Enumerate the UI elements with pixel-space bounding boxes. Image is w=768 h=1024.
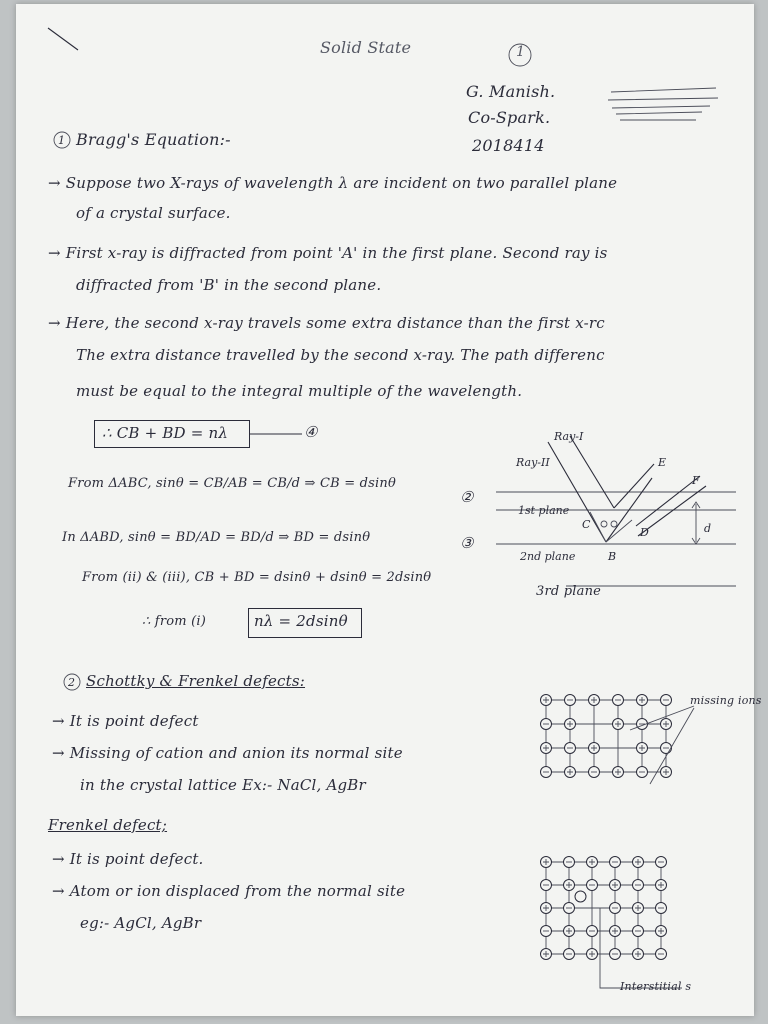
equation-3-ref: ③ [460, 534, 474, 552]
plane-2-label: 2nd plane [520, 550, 576, 563]
spacing-arrow [692, 502, 700, 544]
notebook-page [16, 4, 762, 1016]
plane-1-label: 1st plane [518, 504, 570, 517]
ray-1-incident [570, 436, 614, 508]
interstitial-ion [575, 891, 586, 902]
corner-mark [46, 24, 86, 54]
equation-1: ∴ CB + BD = nλ [102, 424, 229, 442]
schottky-line-3: in the crystal lattice Ex:- NaCl, AgBr [80, 776, 366, 794]
frenkel-line-3: eg:- AgCl, AgBr [80, 914, 202, 932]
equation-1-arrow-line [250, 432, 310, 436]
bragg-line-2: of a crystal surface. [76, 204, 231, 222]
plane-3-label: 3rd plane [536, 584, 602, 599]
equation-2-ref: ② [460, 488, 474, 506]
scribble-mark [606, 82, 726, 132]
equation-3: In ΔABD, sinθ = BD/AD = BD/d ⇒ BD = dsinθ [62, 530, 371, 545]
ray-1-reflected [614, 464, 654, 508]
page-title: Solid State [320, 38, 412, 57]
page-number: 1 [516, 44, 526, 60]
defects-heading: Schottky & Frenkel defects: [86, 672, 306, 690]
point-c-label: C [582, 518, 591, 531]
frenkel-line-2: → Atom or ion displaced from the normal site [52, 882, 406, 900]
frenkel-heading: Frenkel defect; [48, 816, 168, 834]
bragg-heading: Bragg's Equation:- [76, 130, 231, 149]
point-f-label: F [692, 474, 700, 487]
frenkel-label: Interstitial s [620, 980, 692, 993]
schottky-line-1: → It is point defect [52, 712, 199, 730]
bragg-line-5: → Here, the second x-ray travels some extra distance than the first x-rc [48, 314, 605, 332]
equation-5-prefix: ∴ from (i) [142, 614, 207, 629]
schottky-line-2: → Missing of cation and anion its normal site [52, 744, 403, 762]
bragg-line-7: must be equal to the integral multiple of the wavelength. [76, 382, 523, 400]
author-class: Co-Spark. [468, 108, 551, 127]
equation-4: From (ii) & (iii), CB + BD = dsinθ + dsinθ = 2dsinθ [82, 570, 432, 585]
perpendicular-lines [590, 512, 632, 542]
schottky-label: missing ions [690, 694, 762, 707]
spacing-label: d [704, 522, 712, 535]
point-d-label: D [640, 526, 649, 539]
author-id: 2018414 [472, 136, 545, 155]
ray-1-label: Ray-I [554, 430, 584, 443]
section-number-1: 1 [58, 134, 66, 147]
author-name: G. Manish. [466, 82, 556, 101]
schottky-pointer-lines [620, 694, 700, 794]
equation-2: From ΔABC, sinθ = CB/AB = CB/d ⇒ CB = dsinθ [68, 476, 396, 491]
point-e-label: E [658, 456, 667, 469]
bragg-line-4: diffracted from 'B' in the second plane. [76, 276, 382, 294]
bragg-diagram [486, 424, 748, 594]
point-b-label: B [608, 550, 617, 563]
ray-2-label: Ray-II [516, 456, 550, 469]
ray-e [636, 476, 700, 526]
bragg-line-6: The extra distance travelled by the second x-ray. The path differenc [76, 346, 605, 364]
bragg-line-3: → First x-ray is diffracted from point 'A' in the first plane. Second ray is [48, 244, 608, 262]
frenkel-line-1: → It is point defect. [52, 850, 204, 868]
equation-1-ref: ④ [304, 423, 318, 441]
section-number-2: 2 [68, 676, 76, 689]
equation-5-boxed: nλ = 2dsinθ [254, 612, 348, 630]
bragg-line-1: → Suppose two X-rays of wavelength λ are incident on two parallel plane [48, 174, 618, 192]
